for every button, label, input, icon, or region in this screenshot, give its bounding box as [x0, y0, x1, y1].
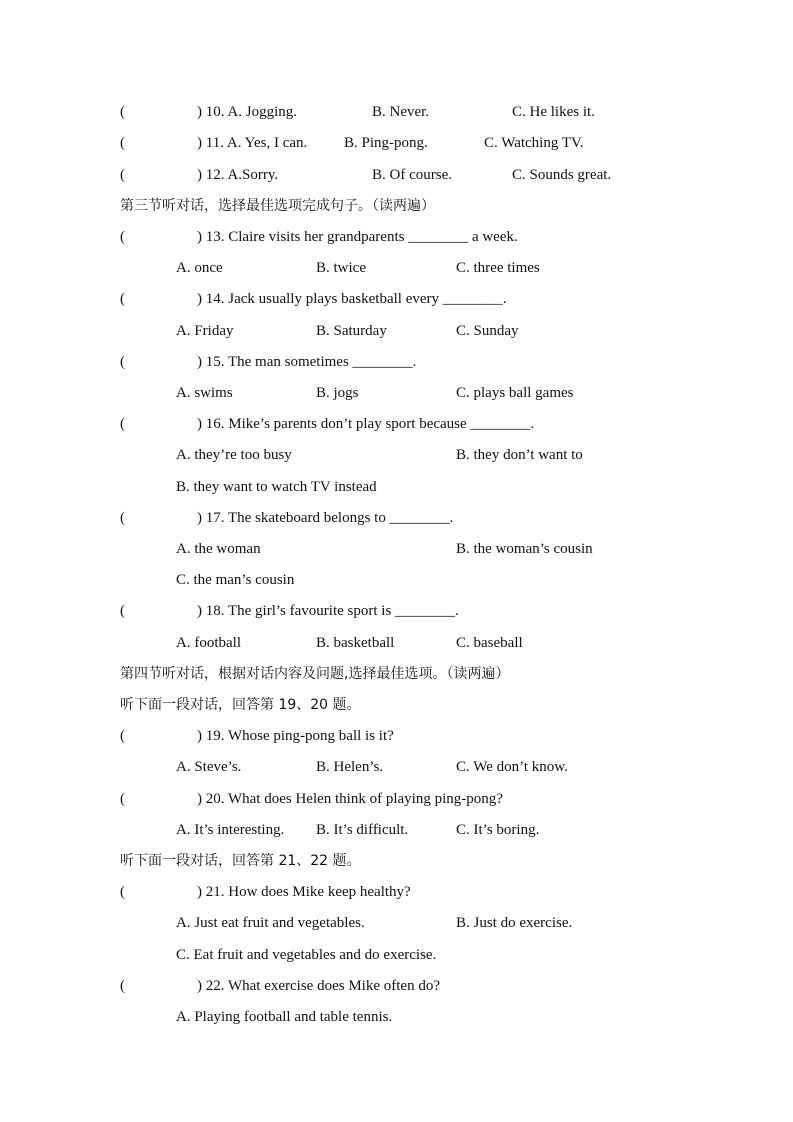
question-stem: ) 11. A. Yes, I can.	[197, 135, 308, 151]
section-heading	[0, 196, 793, 216]
section-instruction: 第三节听对话，选择最佳选项完成句子。（读两遍）	[120, 198, 435, 214]
section-instruction: 第四节听对话，根据对话内容及问题,选择最佳选项。（读两遍）	[120, 666, 510, 682]
section-instruction: 听下面一段对话，回答第 21、22 题。	[120, 853, 361, 869]
answer-option: C. He likes it.	[512, 104, 595, 120]
answer-option: C. Eat fruit and vegetables and do exercise.	[176, 947, 437, 963]
section-heading	[0, 851, 793, 871]
question-stem: ) 18. The girl’s favourite sport is ________.	[197, 603, 459, 619]
answer-blank-open[interactable]: (	[120, 416, 125, 432]
answer-blank-open[interactable]: (	[120, 510, 125, 526]
answer-blank-open[interactable]: (	[120, 884, 125, 900]
question-stem: ) 13. Claire visits her grandparents ________ a week.	[197, 229, 518, 245]
options-line	[0, 383, 793, 403]
answer-option: A. Friday	[176, 323, 234, 339]
question-line	[0, 601, 793, 621]
answer-option: C. Watching TV.	[484, 135, 584, 151]
answer-option: A. swims	[176, 385, 233, 401]
answer-option: B. Just do exercise.	[456, 915, 573, 931]
question-stem: ) 19. Whose ping-pong ball is it?	[197, 728, 394, 744]
options-line	[0, 321, 793, 341]
answer-blank-open[interactable]: (	[120, 603, 125, 619]
question-line	[0, 289, 793, 309]
answer-blank-open[interactable]: (	[120, 291, 125, 307]
answer-blank-open[interactable]: (	[120, 791, 125, 807]
section-heading	[0, 695, 793, 715]
options-line	[0, 913, 793, 933]
answer-option: B. basketball	[316, 635, 395, 651]
answer-option: B. the woman’s cousin	[456, 541, 593, 557]
question-line	[0, 133, 793, 153]
answer-blank-open[interactable]: (	[120, 229, 125, 245]
question-stem: ) 14. Jack usually plays basketball every ________.	[197, 291, 507, 307]
options-line	[0, 570, 793, 590]
answer-option: B. It’s difficult.	[316, 822, 409, 838]
answer-option: A. the woman	[176, 541, 261, 557]
answer-option: C. We don’t know.	[456, 759, 568, 775]
question-stem: ) 17. The skateboard belongs to ________.	[197, 510, 454, 526]
question-line	[0, 227, 793, 247]
options-line	[0, 1007, 793, 1027]
section-instruction: 听下面一段对话，回答第 19、20 题。	[120, 697, 361, 713]
options-line	[0, 477, 793, 497]
answer-option: A. they’re too busy	[176, 447, 292, 463]
answer-option: A. It’s interesting.	[176, 822, 285, 838]
question-stem: ) 16. Mike’s parents don’t play sport because ________.	[197, 416, 535, 432]
section-heading	[0, 664, 793, 684]
question-line	[0, 976, 793, 996]
answer-option: C. Sunday	[456, 323, 519, 339]
question-stem: ) 21. How does Mike keep healthy?	[197, 884, 411, 900]
answer-option: C. three times	[456, 260, 540, 276]
answer-option: B. twice	[316, 260, 366, 276]
answer-option: C. the man’s cousin	[176, 572, 295, 588]
question-line	[0, 508, 793, 528]
question-line	[0, 352, 793, 372]
answer-option: C. plays ball games	[456, 385, 574, 401]
answer-option: A. Steve’s.	[176, 759, 242, 775]
answer-option: B. Saturday	[316, 323, 387, 339]
answer-blank-open[interactable]: (	[120, 354, 125, 370]
question-line	[0, 165, 793, 185]
question-stem: ) 22. What exercise does Mike often do?	[197, 978, 440, 994]
question-line	[0, 102, 793, 122]
answer-blank-open[interactable]: (	[120, 978, 125, 994]
question-line	[0, 414, 793, 434]
question-line	[0, 789, 793, 809]
answer-option: A. once	[176, 260, 223, 276]
answer-option: C. It’s boring.	[456, 822, 540, 838]
question-stem: ) 12. A.Sorry.	[197, 167, 279, 183]
options-line	[0, 820, 793, 840]
answer-option: A. Just eat fruit and vegetables.	[176, 915, 365, 931]
options-line	[0, 445, 793, 465]
question-line	[0, 882, 793, 902]
options-line	[0, 945, 793, 965]
answer-blank-open[interactable]: (	[120, 135, 125, 151]
answer-option: B. Helen’s.	[316, 759, 384, 775]
options-line	[0, 258, 793, 278]
answer-blank-open[interactable]: (	[120, 728, 125, 744]
answer-option: B. they want to watch TV instead	[176, 479, 377, 495]
answer-option: A. football	[176, 635, 241, 651]
question-stem: ) 20. What does Helen think of playing ping-pong?	[197, 791, 503, 807]
answer-option: B. Never.	[372, 104, 430, 120]
answer-option: A. Playing football and table tennis.	[176, 1009, 393, 1025]
question-stem: ) 15. The man sometimes ________.	[197, 354, 417, 370]
question-line	[0, 726, 793, 746]
answer-option: B. they don’t want to	[456, 447, 583, 463]
answer-blank-open[interactable]: (	[120, 104, 125, 120]
answer-blank-open[interactable]: (	[120, 167, 125, 183]
options-line	[0, 633, 793, 653]
options-line	[0, 539, 793, 559]
options-line	[0, 757, 793, 777]
answer-option: B. jogs	[316, 385, 359, 401]
answer-option: B. Of course.	[372, 167, 452, 183]
answer-option: C. baseball	[456, 635, 523, 651]
question-stem: ) 10. A. Jogging.	[197, 104, 298, 120]
answer-option: B. Ping-pong.	[344, 135, 428, 151]
answer-option: C. Sounds great.	[512, 167, 612, 183]
